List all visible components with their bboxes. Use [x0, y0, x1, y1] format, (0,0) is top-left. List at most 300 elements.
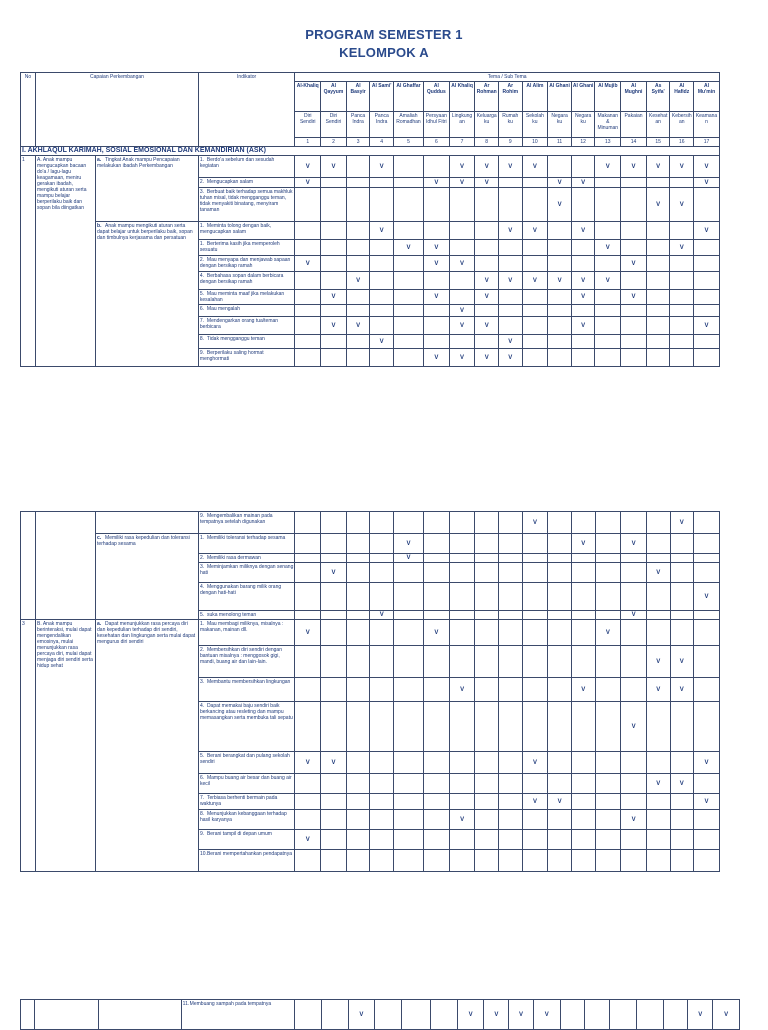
indicator-cell [198, 290, 294, 305]
theme-check-cell [394, 620, 424, 646]
theme-check-cell [346, 794, 370, 810]
subtheme-name: Kebersihan [670, 112, 694, 138]
theme-check-cell [394, 850, 424, 872]
theme-check-cell [646, 752, 670, 774]
theme-check-cell [321, 156, 347, 178]
theme-number: 7 [449, 138, 475, 147]
theme-check-cell [694, 512, 720, 534]
theme-check-cell [610, 1000, 637, 1030]
theme-check-cell [548, 752, 572, 774]
indicator-text: Mau menyapa dan menjawab sapaan dengan bersikap ramah [199, 257, 291, 269]
program-table-part-3 [20, 999, 740, 1030]
theme-check-cell [393, 272, 423, 290]
theme-check-cell [670, 810, 694, 830]
theme-check-cell [475, 317, 499, 335]
theme-check-cell [393, 222, 423, 240]
check-mark: V [305, 629, 310, 636]
indicator-number: 1. [199, 621, 205, 627]
theme-check-cell [321, 810, 347, 830]
theme-check-cell [346, 290, 370, 305]
indicator-text: Memiliki toleransi terhadap sesama [206, 535, 286, 541]
theme-check-cell [394, 678, 424, 702]
check-mark: V [532, 163, 537, 170]
theme-check-cell [295, 620, 321, 646]
indicator-number: 10. [199, 851, 207, 857]
theme-check-cell [595, 794, 621, 810]
theme-check-cell [475, 512, 499, 534]
theme-name: Al Ghani [548, 82, 572, 112]
theme-check-cell [670, 305, 694, 317]
indicator-text: Mau membagi miliknya, misalnya : makanan, mainan dll. [199, 621, 284, 633]
theme-check-cell [595, 620, 621, 646]
theme-check-cell [694, 156, 720, 178]
check-mark: V [704, 179, 709, 186]
theme-check-cell [621, 850, 647, 872]
theme-check-cell [346, 830, 370, 850]
indicator-number: 3. [199, 564, 205, 570]
theme-check-cell [321, 188, 347, 222]
theme-check-cell [621, 554, 647, 563]
subtheme-name: Rumah ku [498, 112, 522, 138]
theme-check-cell [295, 512, 321, 534]
theme-check-cell [295, 810, 321, 830]
theme-check-cell [571, 774, 595, 794]
theme-check-cell [694, 554, 720, 563]
theme-check-cell [595, 810, 621, 830]
theme-check-cell [571, 188, 595, 222]
indicator-text: Dapat memakai baju sendiri baik berkancing atau resleting dan mampu memasangkan serta membuka tali sepatu [199, 703, 293, 721]
theme-check-cell [670, 188, 694, 222]
theme-check-cell [449, 583, 475, 611]
theme-name: Al Ghani [571, 82, 595, 112]
theme-check-cell [475, 178, 499, 188]
indicator-text: Tidak mengganggu teman [206, 336, 265, 342]
theme-check-cell [449, 850, 475, 872]
theme-check-cell [295, 222, 321, 240]
check-mark: V [581, 540, 586, 547]
row-number-empty [21, 1000, 35, 1030]
theme-check-cell [370, 534, 394, 554]
theme-check-cell [621, 563, 647, 583]
theme-check-cell [595, 240, 621, 256]
check-mark: V [581, 179, 586, 186]
theme-check-cell [548, 620, 572, 646]
theme-check-cell [548, 702, 572, 752]
check-mark: V [656, 163, 661, 170]
check-mark: V [679, 519, 684, 526]
theme-check-cell [694, 702, 720, 752]
theme-check-cell [694, 272, 720, 290]
indicator-number: 7. [199, 795, 205, 801]
theme-check-cell [670, 240, 694, 256]
theme-check-cell [522, 317, 548, 335]
theme-check-cell [522, 810, 548, 830]
subtheme-name: Diri Sendiri [321, 112, 347, 138]
theme-check-cell [694, 752, 720, 774]
table-row [21, 222, 720, 240]
check-mark: V [331, 759, 336, 766]
theme-check-cell [370, 752, 394, 774]
theme-check-cell [621, 583, 647, 611]
theme-check-cell [321, 678, 347, 702]
indicator-cell [198, 188, 294, 222]
theme-check-cell [394, 534, 424, 554]
theme-check-cell [499, 534, 523, 554]
theme-check-cell [571, 156, 595, 178]
indicator-text: Berterima kasih jika memperoleh sesuatu [199, 241, 280, 253]
check-mark: V [557, 277, 562, 284]
indicator-text: Berani berangkat dan pulang sekolah sendiri [199, 753, 290, 765]
check-mark: V [484, 354, 489, 361]
theme-check-cell [484, 1000, 509, 1030]
theme-check-cell [670, 646, 694, 678]
theme-check-cell [475, 611, 499, 620]
theme-check-cell [449, 678, 475, 702]
theme-check-cell [694, 794, 720, 810]
theme-check-cell [449, 222, 475, 240]
capaian-letter: b. [97, 223, 102, 229]
theme-check-cell [346, 583, 370, 611]
theme-check-cell [498, 272, 522, 290]
theme-check-cell [621, 830, 647, 850]
theme-check-cell [295, 554, 321, 563]
theme-check-cell [295, 850, 321, 872]
capaian-letter: c. [97, 535, 102, 541]
check-mark: V [434, 294, 439, 300]
indicator-number: 9. [199, 831, 205, 837]
theme-check-cell [498, 178, 522, 188]
check-mark: V [379, 227, 384, 234]
theme-check-cell [295, 646, 321, 678]
theme-check-cell [595, 534, 621, 554]
check-mark: V [581, 294, 586, 300]
theme-check-cell [498, 335, 522, 349]
theme-check-cell [295, 272, 321, 290]
theme-check-cell [394, 752, 424, 774]
theme-check-cell [522, 305, 548, 317]
capaian-sub-cell [96, 222, 199, 367]
theme-check-cell [621, 305, 647, 317]
theme-number: 6 [423, 138, 449, 147]
check-mark: V [305, 163, 310, 170]
subtheme-name: Persyaan Idhul Fitri [423, 112, 449, 138]
theme-check-cell [522, 222, 548, 240]
theme-check-cell [548, 534, 572, 554]
check-mark: V [581, 277, 586, 284]
theme-check-cell [646, 317, 670, 335]
check-mark: V [406, 244, 411, 251]
theme-check-cell [295, 752, 321, 774]
theme-check-cell [571, 256, 595, 272]
theme-check-cell [522, 620, 548, 646]
theme-check-cell [522, 646, 548, 678]
check-mark: V [532, 759, 537, 766]
theme-check-cell [295, 335, 321, 349]
theme-check-cell [424, 794, 450, 810]
indicator-cell [198, 156, 294, 178]
theme-check-cell [499, 646, 523, 678]
theme-check-cell [548, 317, 572, 335]
theme-check-cell [321, 240, 347, 256]
theme-check-cell [499, 850, 523, 872]
theme-check-cell [548, 349, 572, 367]
theme-check-cell [571, 272, 595, 290]
check-mark: V [557, 798, 562, 805]
indicator-number: 3. [199, 679, 205, 685]
theme-check-cell [449, 554, 475, 563]
theme-check-cell [522, 188, 548, 222]
theme-check-cell [621, 317, 647, 335]
indicator-cell [198, 512, 294, 534]
theme-check-cell [595, 512, 621, 534]
theme-check-cell [670, 611, 694, 620]
theme-check-cell [449, 178, 475, 188]
theme-name: Al Hafidz [670, 82, 694, 112]
theme-check-cell [646, 810, 670, 830]
indicator-text: Menggunakan barang milik orang dengan hati-hati [199, 584, 282, 596]
theme-check-cell [321, 611, 347, 620]
check-mark: V [484, 179, 489, 186]
theme-check-cell [688, 1000, 713, 1030]
theme-check-cell [595, 178, 621, 188]
theme-check-cell [670, 620, 694, 646]
theme-check-cell [423, 188, 449, 222]
theme-check-cell [548, 830, 572, 850]
theme-check-cell [522, 272, 548, 290]
theme-check-cell [346, 810, 370, 830]
theme-check-cell [548, 850, 572, 872]
check-mark: V [508, 354, 513, 361]
theme-check-cell [393, 305, 423, 317]
indicator-cell [198, 178, 294, 188]
theme-check-cell [571, 512, 595, 534]
theme-check-cell [548, 563, 572, 583]
theme-check-cell [295, 156, 321, 178]
theme-check-cell [595, 678, 621, 702]
theme-number: 10 [522, 138, 548, 147]
theme-check-cell [571, 178, 595, 188]
check-mark: V [356, 277, 361, 284]
theme-check-cell [694, 534, 720, 554]
theme-check-cell [321, 850, 347, 872]
check-mark: V [679, 686, 684, 693]
theme-check-cell [548, 156, 572, 178]
theme-check-cell [370, 256, 394, 272]
theme-check-cell [370, 188, 394, 222]
theme-check-cell [694, 317, 720, 335]
check-mark: V [434, 354, 439, 361]
theme-name: Al Mu'min [694, 82, 720, 112]
theme-check-cell [670, 272, 694, 290]
check-mark: V [679, 201, 684, 208]
indicator-cell [198, 830, 294, 850]
theme-check-cell [294, 1000, 321, 1030]
check-mark: V [704, 759, 709, 766]
check-mark: V [406, 555, 411, 561]
theme-name: Al Sami' [370, 82, 394, 112]
check-mark: V [460, 816, 465, 823]
theme-check-cell [694, 611, 720, 620]
indicator-cell [198, 810, 294, 830]
theme-check-cell [694, 256, 720, 272]
check-mark: V [508, 338, 513, 345]
theme-check-cell [595, 305, 621, 317]
theme-check-cell [571, 222, 595, 240]
theme-check-cell [670, 554, 694, 563]
theme-check-cell [475, 156, 499, 178]
subtheme-name: Panca Indra [370, 112, 394, 138]
indicator-cell [198, 611, 294, 620]
subtheme-name: Amaliah Romadhan [393, 112, 423, 138]
theme-check-cell [646, 335, 670, 349]
theme-check-cell [571, 794, 595, 810]
theme-check-cell [621, 810, 647, 830]
theme-check-cell [346, 256, 370, 272]
page-title: PROGRAM SEMESTER 1 [305, 27, 463, 42]
theme-check-cell [475, 850, 499, 872]
theme-check-cell [449, 534, 475, 554]
theme-check-cell [424, 810, 450, 830]
theme-check-cell [370, 702, 394, 752]
theme-check-cell [571, 240, 595, 256]
theme-check-cell [498, 349, 522, 367]
indicator-number: 5. [199, 291, 205, 297]
check-mark: V [544, 1011, 549, 1018]
row-number: 1 [21, 156, 36, 367]
theme-check-cell [394, 583, 424, 611]
theme-check-cell [346, 620, 370, 646]
check-mark: V [508, 227, 513, 234]
theme-check-cell [621, 272, 647, 290]
theme-check-cell [670, 317, 694, 335]
theme-check-cell [571, 830, 595, 850]
theme-check-cell [370, 222, 394, 240]
theme-check-cell [424, 774, 450, 794]
capaian-text: Memiliki rasa kepedulian dan toleransi terhadap sesama [97, 535, 190, 547]
theme-check-cell [321, 620, 347, 646]
theme-check-cell [424, 830, 450, 850]
theme-number: 4 [370, 138, 394, 147]
theme-check-cell [621, 702, 647, 752]
theme-check-cell [498, 317, 522, 335]
check-mark: V [434, 244, 439, 251]
theme-check-cell [646, 646, 670, 678]
theme-check-cell [370, 156, 394, 178]
capaian-sub-cell [96, 620, 199, 872]
theme-check-cell [475, 583, 499, 611]
theme-check-cell [370, 646, 394, 678]
capaian-letter: a. [97, 157, 102, 163]
check-mark: V [679, 780, 684, 787]
check-mark: V [305, 260, 310, 267]
theme-check-cell [346, 563, 370, 583]
theme-check-cell [621, 678, 647, 702]
theme-check-cell [670, 534, 694, 554]
theme-check-cell [346, 178, 370, 188]
indicator-cell [198, 240, 294, 256]
theme-check-cell [498, 156, 522, 178]
indicator-cell [198, 534, 294, 554]
theme-check-cell [670, 850, 694, 872]
check-mark: V [484, 277, 489, 284]
indicator-number: 1. [199, 157, 205, 163]
theme-check-cell [475, 774, 499, 794]
check-mark: V [581, 686, 586, 693]
theme-check-cell [449, 256, 475, 272]
theme-check-cell [571, 349, 595, 367]
theme-check-cell [394, 611, 424, 620]
indicator-number: 2. [199, 179, 205, 185]
capaian-letter: a. [97, 621, 102, 627]
indicator-number: 3. [199, 189, 205, 195]
theme-name: Al Khaliq [449, 82, 475, 112]
theme-check-cell [394, 554, 424, 563]
indicator-number: 9. [199, 350, 205, 356]
theme-check-cell [475, 702, 499, 752]
table-row [21, 1000, 740, 1030]
check-mark: V [331, 294, 336, 300]
theme-check-cell [548, 240, 572, 256]
theme-check-cell [321, 794, 347, 810]
theme-check-cell [522, 256, 548, 272]
indicator-cell [198, 646, 294, 678]
theme-check-cell [571, 611, 595, 620]
theme-check-cell [694, 305, 720, 317]
theme-check-cell [522, 563, 548, 583]
indicator-text: Mau meminta maaf jika melakukan kesalahan [199, 291, 285, 303]
theme-check-cell [499, 512, 523, 534]
theme-name: Al Ghaffar [393, 82, 423, 112]
theme-number: 12 [571, 138, 595, 147]
theme-check-cell [595, 850, 621, 872]
theme-number: 3 [346, 138, 370, 147]
theme-check-cell [694, 774, 720, 794]
row-number: 3 [21, 620, 36, 872]
theme-check-cell [499, 554, 523, 563]
check-mark: V [494, 1011, 499, 1018]
theme-check-cell [646, 534, 670, 554]
theme-check-cell [424, 563, 450, 583]
check-mark: V [532, 519, 537, 526]
theme-check-cell [621, 534, 647, 554]
check-mark: V [460, 307, 465, 314]
theme-check-cell [321, 752, 347, 774]
subtheme-name: Kesehatan [646, 112, 670, 138]
theme-number: 9 [498, 138, 522, 147]
capaian-sub-cell [96, 156, 199, 222]
indicator-text: Meminta tolong dengan baik, mengucapkan salam [199, 223, 272, 235]
check-mark: V [679, 658, 684, 665]
indicator-cell [198, 317, 294, 335]
theme-check-cell [295, 534, 321, 554]
theme-check-cell [449, 512, 475, 534]
check-mark: V [460, 260, 465, 267]
theme-check-cell [402, 1000, 431, 1030]
theme-check-cell [646, 290, 670, 305]
theme-check-cell [548, 774, 572, 794]
theme-check-cell [321, 774, 347, 794]
table-row [21, 534, 720, 554]
theme-name: Al Qayyum [321, 82, 347, 112]
theme-check-cell [449, 830, 475, 850]
theme-check-cell [449, 240, 475, 256]
theme-check-cell [449, 774, 475, 794]
theme-check-cell [522, 794, 548, 810]
theme-check-cell [522, 702, 548, 752]
theme-check-cell [595, 702, 621, 752]
theme-check-cell [636, 1000, 663, 1030]
theme-check-cell [423, 349, 449, 367]
